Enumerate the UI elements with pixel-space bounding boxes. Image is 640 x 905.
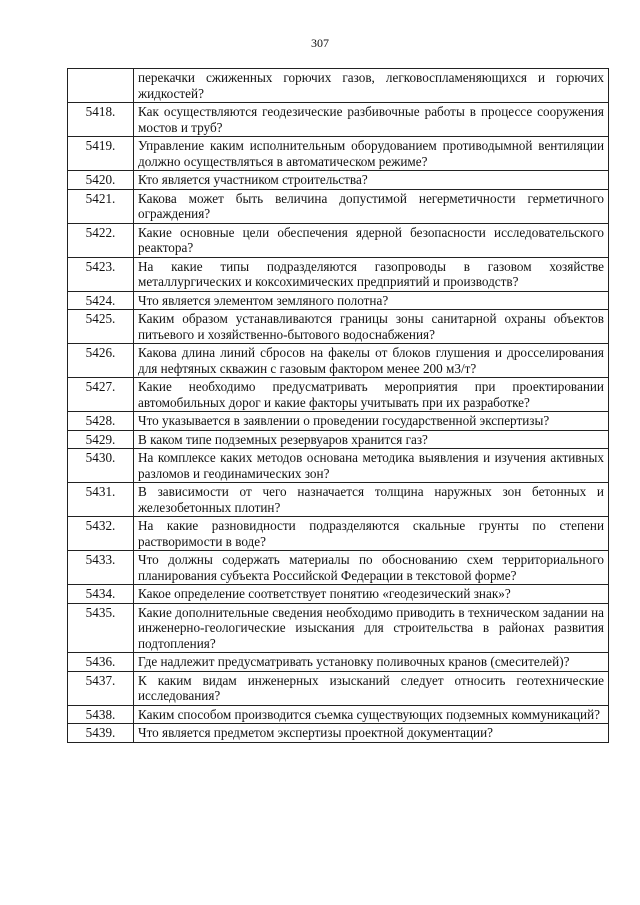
question-text: В зависимости от чего назначается толщина наружных зон бетонных и железобетонных плотин? (134, 483, 609, 517)
question-number: 5426. (68, 344, 134, 378)
table-row (68, 653, 609, 672)
question-text: перекачки сжиженных горючих газов, легковоспламеняющихся и горючих жидкостей? (134, 69, 609, 103)
question-text: На какие разновидности подразделяются скальные грунты по степени растворимости в воде? (134, 517, 609, 551)
question-text: В каком типе подземных резервуаров хранится газ? (134, 430, 609, 449)
question-text: На какие типы подразделяются газопроводы в газовом хозяйстве металлургических и коксохимических предприятий и производств? (134, 257, 609, 291)
question-text: Что является предметом экспертизы проектной документации? (134, 724, 609, 743)
question-number: 5432. (68, 517, 134, 551)
table-row (68, 412, 609, 431)
question-number (68, 69, 134, 103)
question-text: К каким видам инженерных изысканий следует относить геотехнические исследования? (134, 671, 609, 705)
questions-table (67, 68, 609, 743)
question-text: Какое определение соответствует понятию «геодезический знак»? (134, 585, 609, 604)
question-text: Какова длина линий сбросов на факелы от блоков глушения и дросселирования для нефтяных скважин с газовым фактором менее 200 м3/т? (134, 344, 609, 378)
question-number: 5423. (68, 257, 134, 291)
table-row (68, 551, 609, 585)
question-text: Каким образом устанавливаются границы зоны санитарной охраны объектов питьевого и хозяйственно-бытового водоснабжения? (134, 310, 609, 344)
question-number: 5424. (68, 291, 134, 310)
table-row (68, 223, 609, 257)
question-number: 5431. (68, 483, 134, 517)
table-row (68, 257, 609, 291)
question-number: 5428. (68, 412, 134, 431)
question-number: 5430. (68, 449, 134, 483)
question-number: 5419. (68, 137, 134, 171)
question-text: Кто является участником строительства? (134, 171, 609, 190)
question-text: Что должны содержать материалы по обоснованию схем территориального планирования субъекта Российской Федерации в текстовой форме? (134, 551, 609, 585)
question-text: Какие необходимо предусматривать мероприятия при проектировании автомобильных дорог и какие факторы учитывать при их разработке? (134, 378, 609, 412)
page-number: 307 (311, 36, 329, 50)
table-row (68, 189, 609, 223)
question-number: 5438. (68, 705, 134, 724)
table-row (68, 137, 609, 171)
question-number: 5421. (68, 189, 134, 223)
table-row (68, 291, 609, 310)
question-number: 5429. (68, 430, 134, 449)
question-text: Какие дополнительные сведения необходимо приводить в техническом задании на инженерно-геологические изыскания для строительства в районах развития подтопления? (134, 603, 609, 653)
question-number: 5422. (68, 223, 134, 257)
question-text: Как осуществляются геодезические разбивочные работы в процессе сооружения мостов и труб? (134, 103, 609, 137)
question-number: 5418. (68, 103, 134, 137)
table-row (68, 171, 609, 190)
question-number: 5439. (68, 724, 134, 743)
table-row (68, 483, 609, 517)
question-text: Управление каким исполнительным оборудованием противодымной вентиляции должно осуществляться в автоматическом режиме? (134, 137, 609, 171)
table-row (68, 103, 609, 137)
question-text: Каким способом производится съемка существующих подземных коммуникаций? (134, 705, 609, 724)
table-row (68, 585, 609, 604)
table-row (68, 430, 609, 449)
question-number: 5420. (68, 171, 134, 190)
question-number: 5437. (68, 671, 134, 705)
question-text: Где надлежит предусматривать установку поливочных кранов (смесителей)? (134, 653, 609, 672)
table-row (68, 671, 609, 705)
question-text: Какова может быть величина допустимой негерметичности герметичного ограждения? (134, 189, 609, 223)
table-row (68, 603, 609, 653)
table-row (68, 378, 609, 412)
question-text: Что указывается в заявлении о проведении государственной экспертизы? (134, 412, 609, 431)
table-row (68, 724, 609, 743)
table-row (68, 449, 609, 483)
question-text: Какие основные цели обеспечения ядерной безопасности исследовательского реактора? (134, 223, 609, 257)
question-number: 5427. (68, 378, 134, 412)
question-text: Что является элементом земляного полотна? (134, 291, 609, 310)
question-number: 5435. (68, 603, 134, 653)
question-number: 5425. (68, 310, 134, 344)
question-number: 5436. (68, 653, 134, 672)
table-row (68, 344, 609, 378)
question-number: 5433. (68, 551, 134, 585)
table-row (68, 69, 609, 103)
question-number: 5434. (68, 585, 134, 604)
question-text: На комплексе каких методов основана методика выявления и изучения активных разломов и геодинамических зон? (134, 449, 609, 483)
table-row (68, 517, 609, 551)
table-row (68, 310, 609, 344)
table-row (68, 705, 609, 724)
